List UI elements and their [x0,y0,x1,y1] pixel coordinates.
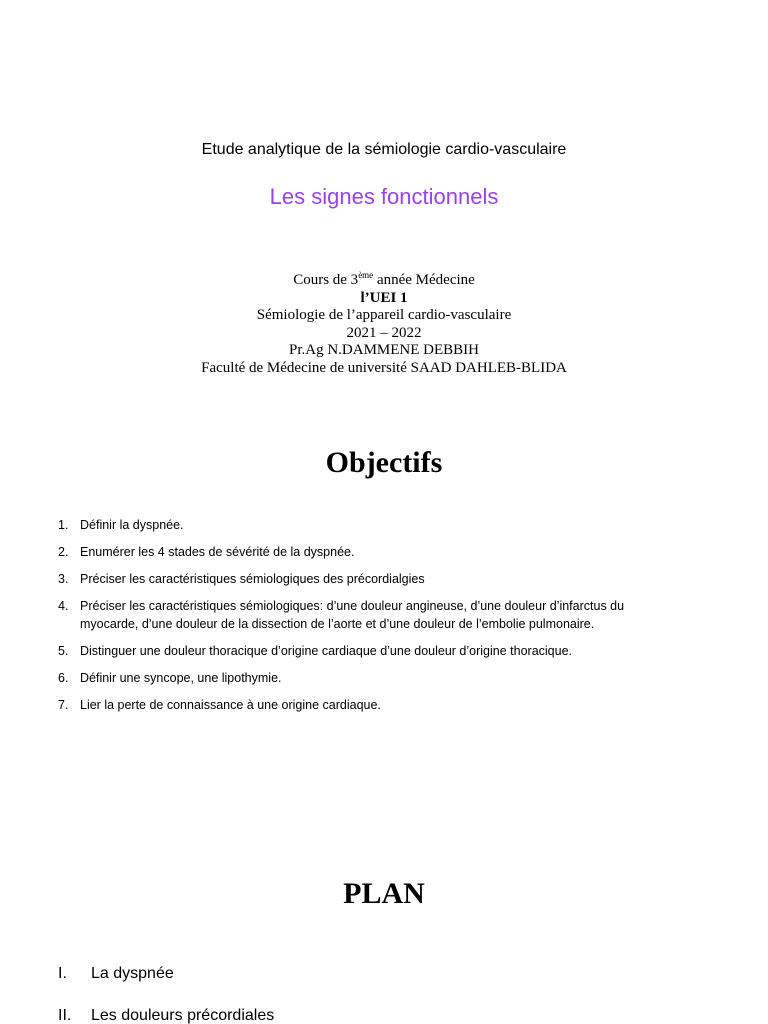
course-faculty: Faculté de Médecine de université SAAD DAHLEB-BLIDA [201,359,567,376]
objectives-heading: Objectifs [325,446,443,479]
objectives-list [0,517,768,724]
list-item: 3. Préciser les caractéristiques sémiologiques des précordialgies [58,572,425,586]
plan-list [0,963,768,1024]
course-unit: l’UEI 1 [360,289,408,306]
list-item: I. La dyspnée [58,965,174,982]
list-item: II. Les douleurs précordiales [58,1007,275,1024]
course-professor: Pr.Ag N.DAMMENE DEBBIH [288,342,479,358]
course-subject: Sémiologie de l’appareil cardio-vasculaire [256,307,512,323]
plan-heading: PLAN [343,877,425,910]
list-item: 5. Distinguer une douleur thoracique d’origine cardiaque d’une douleur d’origine thoracique. [58,643,572,658]
course-year: 2021 – 2022 [346,324,422,341]
list-item: 7. Lier la perte de connaissance à une origine cardiaque. [58,697,381,712]
document-supertitle: Etude analytique de la sémiologie cardio-vasculaire [201,141,567,158]
list-item: 6. Définir une syncope, une lipothymie. [58,670,282,685]
course-info [0,272,768,377]
list-item: 4. Préciser les caractéristiques sémiologiques: d’une douleur angineuse, d’une douleur d’infarctus du myocarde, d’une douleur de la dissection de l’aorte et d’une douleur de l’embolie pulmonaire. [58,599,625,631]
course-level: Cours de 3ème année Médecine [293,270,475,288]
document-title: Les signes fonctionnels [269,184,499,209]
list-item: 2. Enumérer les 4 stades de sévérité de la dyspnée. [58,545,355,559]
list-item: 1. Définir la dyspnée. [58,518,184,532]
